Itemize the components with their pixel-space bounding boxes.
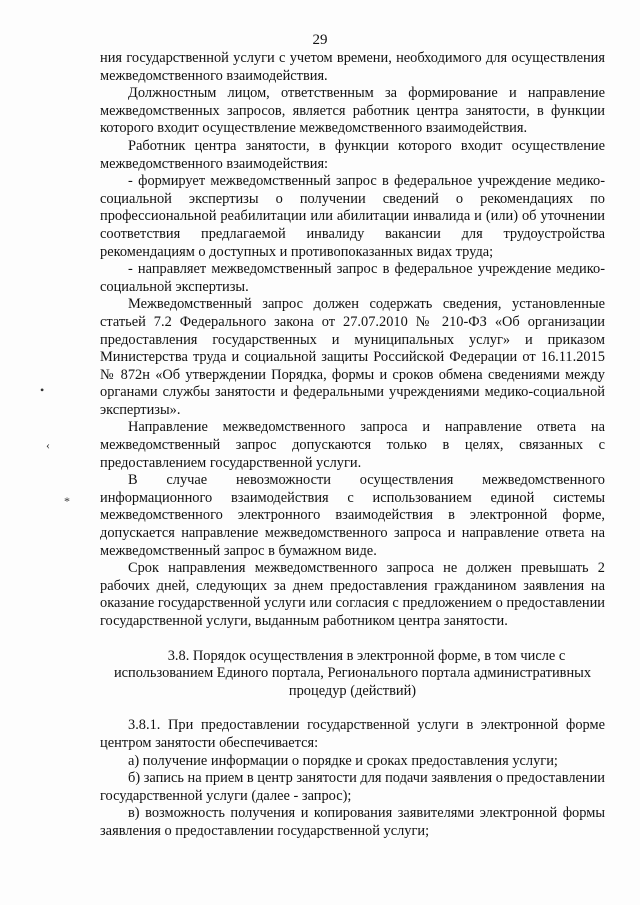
spacer: [100, 631, 605, 648]
paragraph-continuation: ния государственной услуги с учетом времени, необходимого для осуществления межведомственного взаимодействия.: [100, 50, 605, 84]
section-heading: 3.8. Порядок осуществления в электронной форме, в том числе с использованием Единого портала, Регионального портала административных процедур (действий): [113, 647, 592, 699]
paragraph: Должностным лицом, ответственным за формирование и направление межведомственных запросов, является работник центра занятости, в функции которого входит осуществление межведомственного взаимодействия.: [100, 85, 605, 137]
list-item-paragraph: - формирует межведомственный запрос в федеральное учреждение медико-социальной экспертизы о получении сведений о рекомендациях по профессиональной реабилитации или абилитации инвалида и (или) об уточнении соответствия предлагаемой инвалиду вакансии для трудоустройства рекомендациям о доступных и противопоказанных видах труда;: [100, 173, 605, 260]
list-item-paragraph: б) запись на прием в центр занятости для подачи заявления о предоставлении государственной услуги (далее - запрос);: [100, 770, 606, 804]
paragraph: Межведомственный запрос должен содержать сведения, установленные статьей 7.2 Федерального закона от 27.07.2010 № 210-ФЗ «Об организации предоставления государственных и муниципальных услуг» и приказом Министерства труда и социальной защиты Российской Федерации от 16.11.2015 № 872н «Об утверждении Порядка, формы и сроков обмена сведениями между органами службы занятости и федеральными учреждениями медико-социальной экспертизы».: [100, 296, 605, 418]
margin-asterisk-mark: *: [64, 494, 70, 508]
paragraph: Работник центра занятости, в функции которого входит осуществление межведомственного взаимодействия:: [100, 137, 605, 172]
paragraph: Срок направления межведомственного запроса не должен превышать 2 рабочих дней, следующих за днем предоставления гражданином заявления на оказание государственной услуги или согласия с предложением о предоставлении государственной услуги, выданным работником центра занятости.: [100, 560, 605, 629]
paragraph: Направление межведомственного запроса и направление ответа на межведомственный запрос допускаются только в целях, связанных с предоставлением государственной услуги.: [100, 419, 605, 471]
list-item-paragraph: в) возможность получения и копирования заявителями электронной формы заявления о предоставлении государственной услуги;: [100, 805, 605, 839]
margin-dot-mark: •: [40, 383, 45, 397]
spacer: [100, 700, 605, 717]
margin-angle-mark: ‹: [46, 438, 50, 452]
paragraph: В случае невозможности осуществления межведомственного информационного взаимодействия с использованием единой системы межведомственного электронного взаимодействия в электронной форме, допускается направление межведомственного запроса и направление ответа на межведомственный запрос в бумажном виде.: [100, 472, 605, 559]
document-body: [100, 50, 605, 841]
list-item-paragraph: - направляет межведомственный запрос в федеральное учреждение медико-социальной экспертизы.: [100, 261, 605, 295]
paragraph: 3.8.1. При предоставлении государственной услуги в электронной форме центром занятости обеспечивается:: [100, 717, 605, 751]
list-item-paragraph: а) получение информации о порядке и сроках предоставления услуги;: [128, 752, 558, 769]
page-number: 29: [312, 32, 328, 48]
